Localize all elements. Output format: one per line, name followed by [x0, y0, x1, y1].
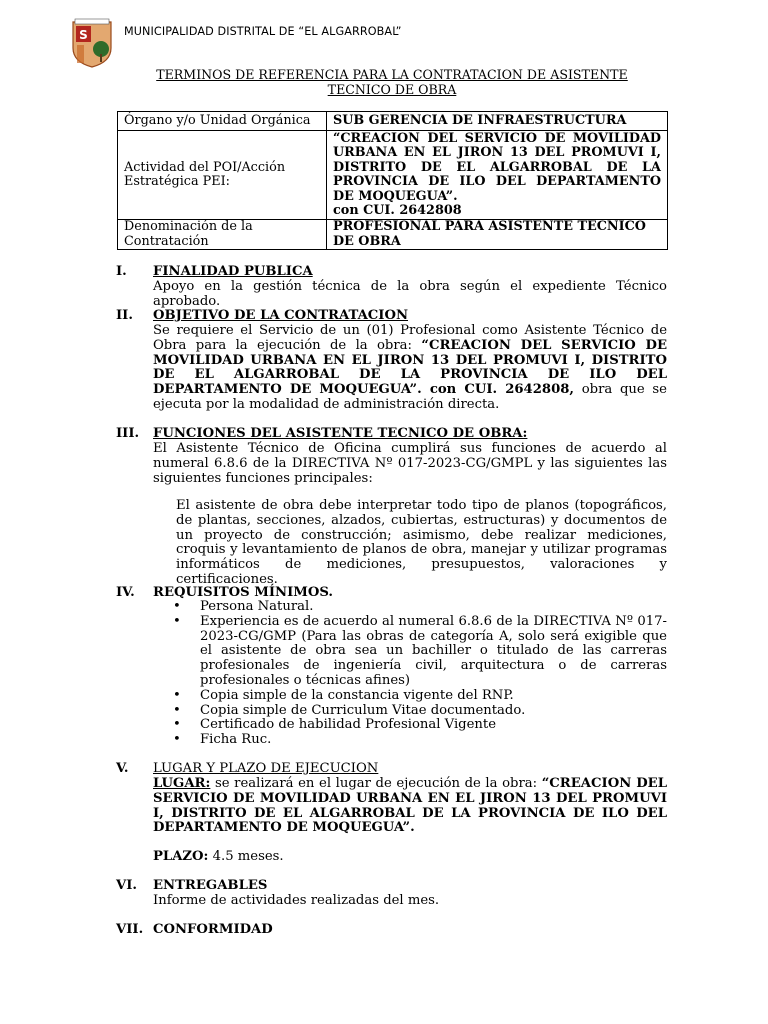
list-item: • Copia simple de Curriculum Vitae documentado. [173, 702, 526, 718]
list-item: • Certificado de habilidad Profesional Vigente [173, 717, 497, 733]
table-row [118, 112, 668, 131]
info-table [117, 111, 668, 250]
requirements-list [153, 600, 667, 748]
objective-text: Se requiere el Servicio de un (01) Profesional como Asistente Técnico de Obra para la ejecución de la obra: [153, 323, 667, 353]
place-text: se realizará en el lugar de ejecución de la obra: [214, 776, 538, 791]
section-6-text: Informe de actividades realizadas del mes. [153, 893, 440, 908]
row-label-text: Actividad del POI/Acción Estratégica PEI: [124, 159, 286, 189]
objective-text-end: obra que se ejecuta por la modalidad de administración directa. [153, 382, 667, 412]
row-label: Órgano y/o Unidad Orgánica [118, 112, 327, 131]
section-heading: LUGAR Y PLAZO DE EJECUCION [153, 761, 379, 776]
title-line-2: TECNICO DE OBRA [327, 81, 457, 97]
section-2-text [153, 324, 667, 413]
objective-project-name: “CREACION DEL SERVICIO DE MOVILIDAD URBANA EN EL JIRON 13 DEL PROMUVI I, DISTRITO DE EL ALGARROBAL DE LA PROVINCIA DE ILO DEL DEPARTAMENTO DE MOQUEGUA”. con CUI. 2642808, [153, 337, 667, 398]
section-heading: ENTREGABLES [153, 878, 268, 893]
section-heading: REQUISITOS MÍNIMOS. [153, 585, 333, 600]
place-label: LUGAR: [153, 776, 211, 791]
section-heading: FINALIDAD PUBLICA [153, 264, 313, 279]
row-value-text: “CREACION DEL SERVICIO DE MOVILIDAD URBANA EN EL JIRON 13 DEL PROMUVI I, DISTRITO DE EL ALGARROBAL DE LA PROVINCIA DE ILO DEL DEPARTAMENTO DE MOQUEGUA”. [333, 130, 661, 204]
section-heading: FUNCIONES DEL ASISTENTE TECNICO DE OBRA: [153, 426, 528, 441]
table-row [118, 131, 668, 220]
section-1-text: Apoyo en la gestión técnica de la obra según el expediente Técnico aprobado. [153, 279, 667, 309]
list-item: • Persona Natural. [173, 599, 314, 614]
section-5-place [153, 777, 667, 836]
row-label [118, 131, 327, 220]
document-title [118, 68, 666, 97]
list-item: • Ficha Ruc. [173, 732, 272, 748]
list-item: • Experiencia es de acuerdo al numeral 6.8.6 de la DIRECTIVA Nº 017-2023-CG/GMP (Para las obras de categoría A, solo será exigible que el asistente de obra sea un bachiller o titulado de las carreras profesionales de ingeniería civil, arquitectura o de carreras profesionales o técnicas afines) [173, 613, 667, 688]
section-number: II. [116, 308, 133, 323]
title-line-1: TERMINOS DE REFERENCIA PARA LA CONTRATACION DE ASISTENTE [156, 67, 628, 82]
svg-text:S: S [79, 28, 88, 42]
list-item: • Copia simple de la constancia vigente del RNP. [173, 687, 514, 703]
section-number: IV. [116, 585, 135, 600]
section-number: III. [116, 426, 140, 441]
section-number: I. [116, 264, 127, 279]
institution-name: MUNICIPALIDAD DISTRITAL DE “EL ALGARROBAL” [124, 25, 402, 38]
row-value: SUB GERENCIA DE INFRAESTRUCTURA [327, 112, 668, 131]
section-heading: CONFORMIDAD [153, 922, 273, 937]
table-row [118, 220, 668, 250]
term-value: 4.5 meses. [212, 849, 284, 864]
row-value-cui: con CUI. 2642808 [333, 203, 462, 218]
section-number: VI. [116, 878, 137, 893]
term-label: PLAZO: [153, 849, 209, 864]
section-number: V. [116, 761, 129, 776]
row-value [327, 131, 668, 220]
row-label: Denominación de la Contratación [118, 220, 327, 250]
section-5-term [153, 850, 667, 865]
place-project-name: “CREACION DEL SERVICIO DE MOVILIDAD URBANA EN EL JIRON 13 DEL PROMUVI I, DISTRITO DE EL ALGARROBAL DE LA PROVINCIA DE ILO DEL DEPARTAMENTO DE MOQUEGUA”. [153, 776, 668, 836]
section-3-functions: El asistente de obra debe interpretar todo tipo de planos (topográficos, de plantas, secciones, alzados, cubiertas, estructuras) y documentos de un proyecto de construcción; asimismo, debe realizar mediciones, croquis y levantamiento de planos de obra, manejar y utilizar programas informáticos de mediciones, presupuestos, valoraciones y certificaciones. [176, 498, 667, 587]
section-3-text: El Asistente Técnico de Oficina cumplirá sus funciones de acuerdo al numeral 6.8.6 de la DIRECTIVA Nº 017-2023-CG/GMPL y las siguientes las siguientes funciones principales: [153, 441, 667, 486]
municipal-logo [71, 18, 113, 68]
section-heading: OBJETIVO DE LA CONTRATACION [153, 308, 409, 323]
section-number: VII. [116, 922, 144, 937]
row-value: PROFESIONAL PARA ASISTENTE TECNICO DE OBRA [327, 220, 668, 250]
